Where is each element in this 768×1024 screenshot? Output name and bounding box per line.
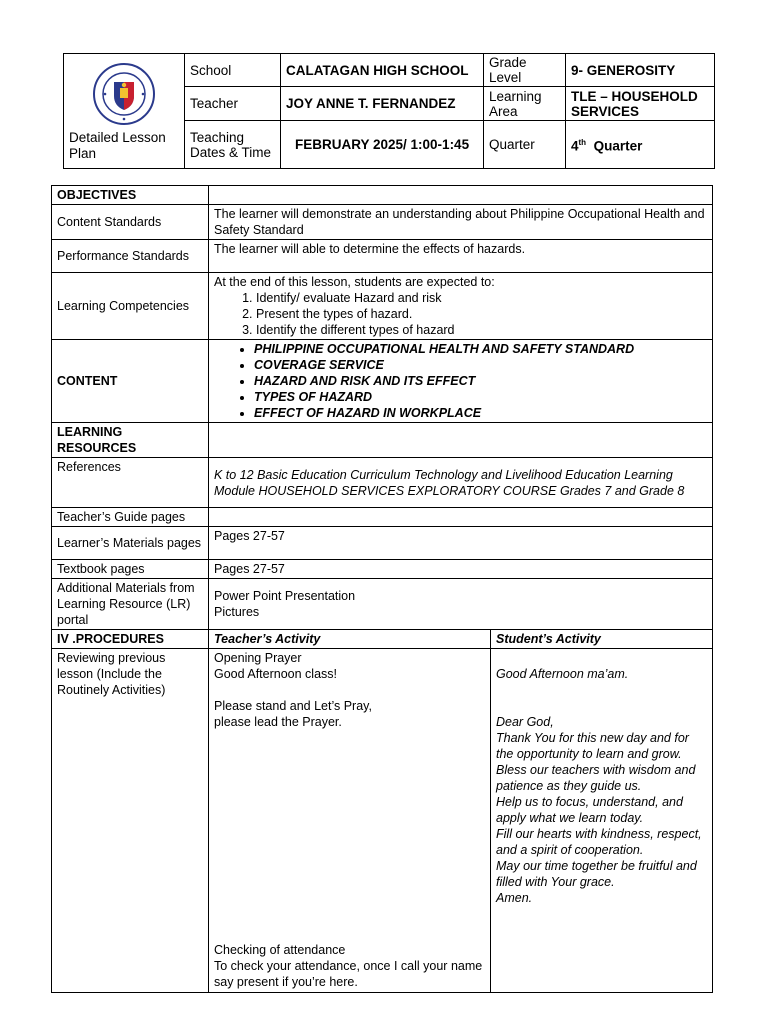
list-item: • PHILIPPINE OCCUPATIONAL HEALTH AND SAFETY STANDARD [254, 341, 707, 357]
procedures-heading: IV .PROCEDURES [52, 630, 209, 649]
student-activity-heading: Student’s Activity [491, 630, 713, 649]
additional-label: Additional Materials from Learning Resource (LR) portal [52, 579, 209, 630]
list-item: 3. Identify the different types of hazard [256, 322, 707, 338]
quarter-label: Quarter [484, 121, 566, 169]
references-value: K to 12 Basic Education Curriculum Technology and Livelihood Education Learning Module HOUSEHOLD SERVICES EXPLORATORY COURSE Grades 7 and Grade 8 [209, 458, 713, 508]
step-label: Reviewing previous lesson (Include the Routinely Activities) [52, 649, 209, 993]
grade-value: 9- GENEROSITY [566, 54, 715, 87]
deped-seal-icon [92, 62, 156, 126]
list-item: • HAZARD AND RISK AND ITS EFFECT [254, 373, 707, 389]
student-greeting: Good Afternoon ma’am. [496, 667, 629, 681]
performance-label: Performance Standards [52, 240, 209, 273]
teacher-label: Teacher [185, 87, 281, 121]
teacher-line: please lead the Prayer. [214, 715, 342, 729]
quarter-value: 4th Quarter [566, 121, 715, 169]
prayer-line: Fill our hearts with kindness, respect, and a spirit of cooperation. [496, 827, 702, 857]
tg-value [209, 508, 713, 527]
plan-label: Detailed Lesson Plan [69, 130, 166, 161]
attendance-line: Checking of attendance [214, 943, 346, 957]
tb-value: Pages 27-57 [209, 560, 713, 579]
prayer-line: Thank You for this new day and for the opportunity to learn and grow. [496, 731, 689, 761]
competencies-label: Learning Competencies [52, 273, 209, 340]
additional-value [209, 579, 713, 630]
prayer-line: May our time together be fruitful and filled with Your grace. [496, 859, 697, 889]
competencies-list [214, 290, 707, 338]
area-label: Learning Area [484, 87, 566, 121]
list-item: 1. Identify/ evaluate Hazard and risk [256, 290, 707, 306]
teacher-activity-heading: Teacher’s Activity [209, 630, 491, 649]
teacher-activity-cell [209, 649, 491, 993]
tg-label: Teacher’s Guide pages [52, 508, 209, 527]
list-item: • COVERAGE SERVICE [254, 357, 707, 373]
area-value: TLE – HOUSEHOLD SERVICES [566, 87, 715, 121]
content-label: CONTENT [52, 340, 209, 423]
lesson-plan-table [51, 185, 713, 993]
prayer-line: Help us to focus, understand, and apply what we learn today. [496, 795, 683, 825]
teacher-value: JOY ANNE T. FERNANDEZ [281, 87, 484, 121]
teacher-line: Good Afternoon class! [214, 667, 337, 681]
references-label: References [52, 458, 209, 508]
dates-label: Teaching Dates & Time [185, 121, 281, 169]
student-activity-cell [491, 649, 713, 993]
additional-item: Power Point Presentation [214, 589, 356, 603]
additional-item: Pictures [214, 605, 260, 619]
plan-cell [64, 54, 185, 169]
school-label: School [185, 54, 281, 87]
list-item: • EFFECT OF HAZARD IN WORKPLACE [254, 405, 707, 421]
lm-value: Pages 27-57 [209, 527, 713, 560]
dates-value: FEBRUARY 2025/ 1:00-1:45 [281, 121, 484, 169]
list-item: • TYPES OF HAZARD [254, 389, 707, 405]
objectives-heading: OBJECTIVES [52, 186, 209, 205]
list-item: 2. Present the types of hazard. [256, 306, 707, 322]
content-cell [209, 340, 713, 423]
performance-value: The learner will able to determine the effects of hazards. [209, 240, 713, 273]
competencies-cell [209, 273, 713, 340]
competencies-intro: At the end of this lesson, students are expected to: [214, 275, 495, 289]
prayer-line: Dear God, [496, 715, 554, 729]
prayer-line: Bless our teachers with wisdom and patience as they guide us. [496, 763, 696, 793]
resources-empty [209, 423, 713, 458]
lesson-header-table [63, 53, 715, 169]
school-value: CALATAGAN HIGH SCHOOL [281, 54, 484, 87]
content-standards-value: The learner will demonstrate an understanding about Philippine Occupational Health and Safety Standard [209, 205, 713, 240]
prayer-line: Amen. [496, 891, 533, 905]
objectives-empty [209, 186, 713, 205]
tb-label: Textbook pages [52, 560, 209, 579]
content-standards-label: Content Standards [52, 205, 209, 240]
content-list [214, 341, 707, 421]
grade-label: Grade Level [484, 54, 566, 87]
resources-heading: LEARNING RESOURCES [52, 423, 209, 458]
teacher-line: Please stand and Let’s Pray, [214, 699, 372, 713]
lm-label: Learner’s Materials pages [52, 527, 209, 560]
teacher-line: Opening Prayer [214, 651, 302, 665]
attendance-line: To check your attendance, once I call your name say present if you’re here. [214, 959, 483, 989]
